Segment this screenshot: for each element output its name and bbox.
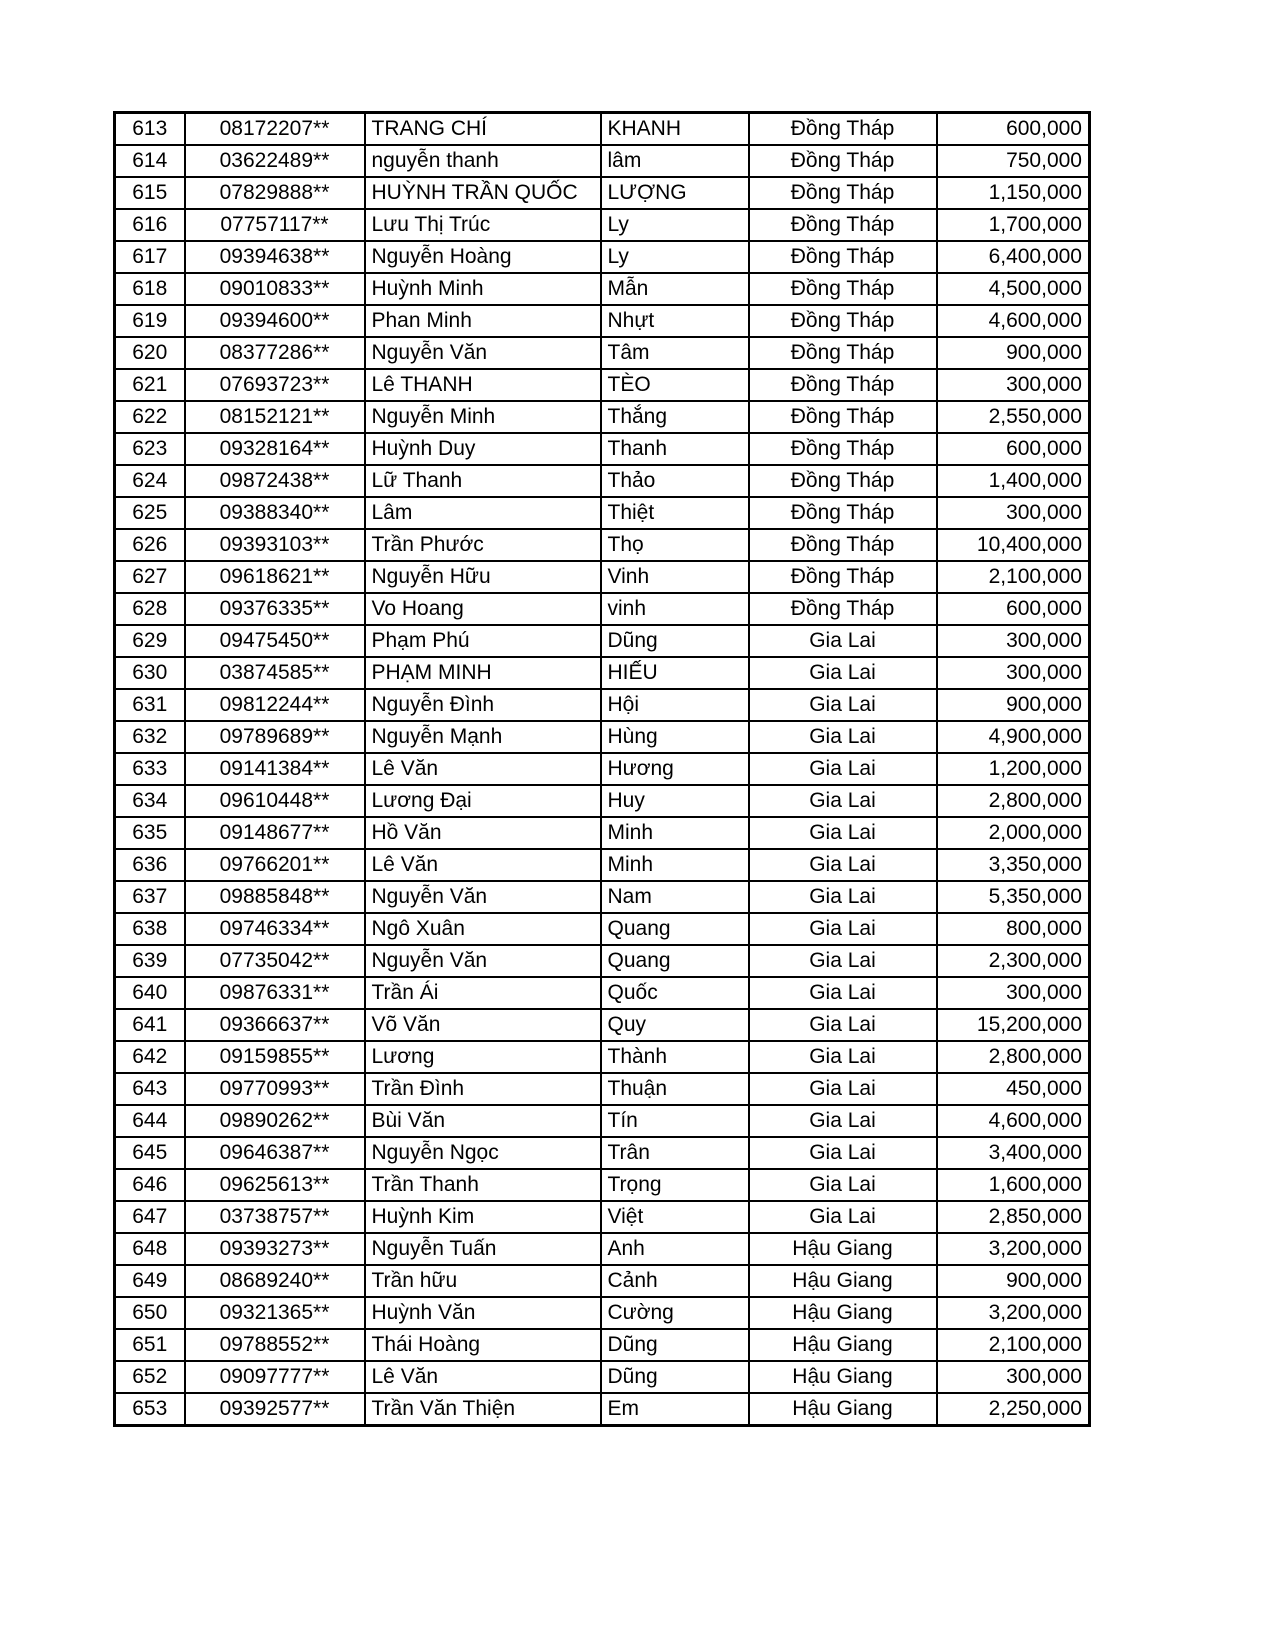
table-row (115, 401, 1090, 433)
given-name-cell: Hội (601, 689, 749, 721)
table-body (115, 113, 1090, 1426)
amount-cell: 2,850,000 (937, 1201, 1090, 1233)
given-name-cell: Thảo (601, 465, 749, 497)
table-row (115, 593, 1090, 625)
province-cell: Gia Lai (749, 1201, 937, 1233)
given-name-cell: Quy (601, 1009, 749, 1041)
family-middle-name-cell: Trần Văn Thiện (365, 1393, 601, 1426)
province-cell: Hậu Giang (749, 1329, 937, 1361)
row-index-cell: 632 (115, 721, 185, 753)
given-name-cell: HIẾU (601, 657, 749, 689)
province-cell: Gia Lai (749, 657, 937, 689)
table-row (115, 209, 1090, 241)
given-name-cell: Dũng (601, 625, 749, 657)
row-index-cell: 648 (115, 1233, 185, 1265)
family-middle-name-cell: Thái Hoàng (365, 1329, 601, 1361)
given-name-cell: Việt (601, 1201, 749, 1233)
phone-number-cell: 09393273** (185, 1233, 365, 1265)
amount-cell: 2,550,000 (937, 401, 1090, 433)
province-cell: Đồng Tháp (749, 113, 937, 146)
province-cell: Gia Lai (749, 945, 937, 977)
phone-number-cell: 09610448** (185, 785, 365, 817)
province-cell: Gia Lai (749, 913, 937, 945)
given-name-cell: Trân (601, 1137, 749, 1169)
given-name-cell: Tâm (601, 337, 749, 369)
family-middle-name-cell: Lâm (365, 497, 601, 529)
amount-cell: 300,000 (937, 1361, 1090, 1393)
given-name-cell: vinh (601, 593, 749, 625)
phone-number-cell: 08152121** (185, 401, 365, 433)
amount-cell: 2,800,000 (937, 1041, 1090, 1073)
amount-cell: 300,000 (937, 497, 1090, 529)
table-row (115, 753, 1090, 785)
table-row (115, 785, 1090, 817)
given-name-cell: Vinh (601, 561, 749, 593)
family-middle-name-cell: TRANG CHÍ (365, 113, 601, 146)
table-row (115, 273, 1090, 305)
row-index-cell: 649 (115, 1265, 185, 1297)
table-row (115, 433, 1090, 465)
family-middle-name-cell: Nguyễn Ngọc (365, 1137, 601, 1169)
row-index-cell: 634 (115, 785, 185, 817)
given-name-cell: Minh (601, 849, 749, 881)
amount-cell: 1,600,000 (937, 1169, 1090, 1201)
phone-number-cell: 09885848** (185, 881, 365, 913)
family-middle-name-cell: Phan Minh (365, 305, 601, 337)
given-name-cell: Thọ (601, 529, 749, 561)
family-middle-name-cell: Lương Đại (365, 785, 601, 817)
given-name-cell: Quang (601, 945, 749, 977)
amount-cell: 750,000 (937, 145, 1090, 177)
table-row (115, 721, 1090, 753)
family-middle-name-cell: nguyễn thanh (365, 145, 601, 177)
amount-cell: 15,200,000 (937, 1009, 1090, 1041)
phone-number-cell: 09392577** (185, 1393, 365, 1426)
phone-number-cell: 09789689** (185, 721, 365, 753)
amount-cell: 900,000 (937, 689, 1090, 721)
province-cell: Gia Lai (749, 689, 937, 721)
given-name-cell: Quang (601, 913, 749, 945)
province-cell: Đồng Tháp (749, 465, 937, 497)
province-cell: Gia Lai (749, 785, 937, 817)
phone-number-cell: 09394600** (185, 305, 365, 337)
province-cell: Đồng Tháp (749, 145, 937, 177)
family-middle-name-cell: Bùi Văn (365, 1105, 601, 1137)
family-middle-name-cell: Trần Đình (365, 1073, 601, 1105)
row-index-cell: 626 (115, 529, 185, 561)
table-row (115, 145, 1090, 177)
row-index-cell: 642 (115, 1041, 185, 1073)
table-row (115, 177, 1090, 209)
given-name-cell: Minh (601, 817, 749, 849)
family-middle-name-cell: Huỳnh Duy (365, 433, 601, 465)
family-middle-name-cell: Lữ Thanh (365, 465, 601, 497)
province-cell: Hậu Giang (749, 1393, 937, 1426)
province-cell: Đồng Tháp (749, 305, 937, 337)
province-cell: Đồng Tháp (749, 497, 937, 529)
phone-number-cell: 09646387** (185, 1137, 365, 1169)
province-cell: Đồng Tháp (749, 561, 937, 593)
given-name-cell: Thanh (601, 433, 749, 465)
table-row (115, 337, 1090, 369)
province-cell: Gia Lai (749, 1073, 937, 1105)
phone-number-cell: 09812244** (185, 689, 365, 721)
given-name-cell: Em (601, 1393, 749, 1426)
family-middle-name-cell: Nguyễn Minh (365, 401, 601, 433)
amount-cell: 600,000 (937, 113, 1090, 146)
phone-number-cell: 09141384** (185, 753, 365, 785)
row-index-cell: 619 (115, 305, 185, 337)
given-name-cell: KHANH (601, 113, 749, 146)
given-name-cell: LƯỢNG (601, 177, 749, 209)
row-index-cell: 628 (115, 593, 185, 625)
table-row (115, 977, 1090, 1009)
phone-number-cell: 09625613** (185, 1169, 365, 1201)
province-cell: Gia Lai (749, 817, 937, 849)
province-cell: Đồng Tháp (749, 177, 937, 209)
table-row (115, 1201, 1090, 1233)
amount-cell: 5,350,000 (937, 881, 1090, 913)
province-cell: Hậu Giang (749, 1233, 937, 1265)
province-cell: Đồng Tháp (749, 433, 937, 465)
table-row (115, 1329, 1090, 1361)
family-middle-name-cell: Lê Văn (365, 753, 601, 785)
given-name-cell: Huy (601, 785, 749, 817)
amount-cell: 450,000 (937, 1073, 1090, 1105)
province-cell: Đồng Tháp (749, 401, 937, 433)
row-index-cell: 622 (115, 401, 185, 433)
table-row (115, 1041, 1090, 1073)
phone-number-cell: 09010833** (185, 273, 365, 305)
province-cell: Gia Lai (749, 849, 937, 881)
family-middle-name-cell: Nguyễn Hữu (365, 561, 601, 593)
amount-cell: 10,400,000 (937, 529, 1090, 561)
province-cell: Đồng Tháp (749, 337, 937, 369)
province-cell: Đồng Tháp (749, 369, 937, 401)
province-cell: Gia Lai (749, 1105, 937, 1137)
row-index-cell: 614 (115, 145, 185, 177)
table-row (115, 113, 1090, 146)
phone-number-cell: 07757117** (185, 209, 365, 241)
given-name-cell: TÈO (601, 369, 749, 401)
given-name-cell: Dũng (601, 1361, 749, 1393)
row-index-cell: 637 (115, 881, 185, 913)
amount-cell: 4,900,000 (937, 721, 1090, 753)
province-cell: Hậu Giang (749, 1297, 937, 1329)
row-index-cell: 620 (115, 337, 185, 369)
amount-cell: 2,300,000 (937, 945, 1090, 977)
table-row (115, 849, 1090, 881)
row-index-cell: 641 (115, 1009, 185, 1041)
table-row (115, 817, 1090, 849)
phone-number-cell: 09876331** (185, 977, 365, 1009)
amount-cell: 300,000 (937, 657, 1090, 689)
row-index-cell: 640 (115, 977, 185, 1009)
phone-number-cell: 09394638** (185, 241, 365, 273)
given-name-cell: Thuận (601, 1073, 749, 1105)
phone-number-cell: 03738757** (185, 1201, 365, 1233)
family-middle-name-cell: Nguyễn Mạnh (365, 721, 601, 753)
province-cell: Gia Lai (749, 1169, 937, 1201)
family-middle-name-cell: Nguyễn Văn (365, 881, 601, 913)
table-row (115, 945, 1090, 977)
family-middle-name-cell: Lê THANH (365, 369, 601, 401)
family-middle-name-cell: Lê Văn (365, 1361, 601, 1393)
row-index-cell: 653 (115, 1393, 185, 1426)
province-cell: Đồng Tháp (749, 593, 937, 625)
amount-cell: 2,100,000 (937, 561, 1090, 593)
given-name-cell: Cảnh (601, 1265, 749, 1297)
amount-cell: 300,000 (937, 369, 1090, 401)
phone-number-cell: 09872438** (185, 465, 365, 497)
amount-cell: 900,000 (937, 1265, 1090, 1297)
family-middle-name-cell: Huỳnh Kim (365, 1201, 601, 1233)
row-index-cell: 613 (115, 113, 185, 146)
amount-cell: 1,700,000 (937, 209, 1090, 241)
phone-number-cell: 09770993** (185, 1073, 365, 1105)
amount-cell: 900,000 (937, 337, 1090, 369)
table-row (115, 1393, 1090, 1426)
given-name-cell: lâm (601, 145, 749, 177)
row-index-cell: 627 (115, 561, 185, 593)
family-middle-name-cell: Huỳnh Minh (365, 273, 601, 305)
province-cell: Gia Lai (749, 881, 937, 913)
table-row (115, 1137, 1090, 1169)
province-cell: Gia Lai (749, 753, 937, 785)
phone-number-cell: 09393103** (185, 529, 365, 561)
phone-number-cell: 09788552** (185, 1329, 365, 1361)
given-name-cell: Trọng (601, 1169, 749, 1201)
row-index-cell: 623 (115, 433, 185, 465)
amount-cell: 4,600,000 (937, 1105, 1090, 1137)
row-index-cell: 652 (115, 1361, 185, 1393)
given-name-cell: Mẫn (601, 273, 749, 305)
table-row (115, 529, 1090, 561)
family-middle-name-cell: Lê Văn (365, 849, 601, 881)
family-middle-name-cell: Phạm Phú (365, 625, 601, 657)
table-row (115, 305, 1090, 337)
province-cell: Gia Lai (749, 721, 937, 753)
amount-cell: 2,000,000 (937, 817, 1090, 849)
row-index-cell: 639 (115, 945, 185, 977)
phone-number-cell: 07735042** (185, 945, 365, 977)
given-name-cell: Ly (601, 209, 749, 241)
family-middle-name-cell: HUỲNH TRẦN QUỐC (365, 177, 601, 209)
province-cell: Gia Lai (749, 1009, 937, 1041)
amount-cell: 6,400,000 (937, 241, 1090, 273)
province-cell: Gia Lai (749, 1137, 937, 1169)
family-middle-name-cell: Huỳnh Văn (365, 1297, 601, 1329)
amount-cell: 4,500,000 (937, 273, 1090, 305)
given-name-cell: Thiệt (601, 497, 749, 529)
given-name-cell: Cường (601, 1297, 749, 1329)
table-row (115, 1169, 1090, 1201)
table-row (115, 1105, 1090, 1137)
amount-cell: 300,000 (937, 977, 1090, 1009)
phone-number-cell: 08689240** (185, 1265, 365, 1297)
phone-number-cell: 09328164** (185, 433, 365, 465)
family-middle-name-cell: Nguyễn Văn (365, 337, 601, 369)
given-name-cell: Hương (601, 753, 749, 785)
row-index-cell: 643 (115, 1073, 185, 1105)
table-row (115, 241, 1090, 273)
amount-cell: 300,000 (937, 625, 1090, 657)
province-cell: Gia Lai (749, 625, 937, 657)
family-middle-name-cell: Vo Hoang (365, 593, 601, 625)
amount-cell: 600,000 (937, 593, 1090, 625)
table-row (115, 497, 1090, 529)
row-index-cell: 651 (115, 1329, 185, 1361)
amount-cell: 600,000 (937, 433, 1090, 465)
province-cell: Gia Lai (749, 1041, 937, 1073)
family-middle-name-cell: Nguyễn Hoàng (365, 241, 601, 273)
recipient-table (113, 111, 1091, 1427)
family-middle-name-cell: PHẠM MINH (365, 657, 601, 689)
family-middle-name-cell: Trần Ái (365, 977, 601, 1009)
row-index-cell: 638 (115, 913, 185, 945)
row-index-cell: 615 (115, 177, 185, 209)
table-row (115, 1361, 1090, 1393)
family-middle-name-cell: Lưu Thị Trúc (365, 209, 601, 241)
given-name-cell: Tín (601, 1105, 749, 1137)
family-middle-name-cell: Nguyễn Đình (365, 689, 601, 721)
table-row (115, 1009, 1090, 1041)
row-index-cell: 631 (115, 689, 185, 721)
amount-cell: 1,400,000 (937, 465, 1090, 497)
phone-number-cell: 09321365** (185, 1297, 365, 1329)
table-row (115, 369, 1090, 401)
row-index-cell: 647 (115, 1201, 185, 1233)
phone-number-cell: 09890262** (185, 1105, 365, 1137)
given-name-cell: Anh (601, 1233, 749, 1265)
province-cell: Hậu Giang (749, 1265, 937, 1297)
province-cell: Đồng Tháp (749, 273, 937, 305)
family-middle-name-cell: Võ Văn (365, 1009, 601, 1041)
amount-cell: 2,250,000 (937, 1393, 1090, 1426)
table-row (115, 561, 1090, 593)
table-row (115, 881, 1090, 913)
family-middle-name-cell: Trần hữu (365, 1265, 601, 1297)
table-row (115, 465, 1090, 497)
row-index-cell: 629 (115, 625, 185, 657)
phone-number-cell: 08172207** (185, 113, 365, 146)
given-name-cell: Nhựt (601, 305, 749, 337)
row-index-cell: 645 (115, 1137, 185, 1169)
row-index-cell: 646 (115, 1169, 185, 1201)
province-cell: Đồng Tháp (749, 241, 937, 273)
given-name-cell: Thắng (601, 401, 749, 433)
phone-number-cell: 09159855** (185, 1041, 365, 1073)
amount-cell: 800,000 (937, 913, 1090, 945)
phone-number-cell: 09097777** (185, 1361, 365, 1393)
phone-number-cell: 09148677** (185, 817, 365, 849)
amount-cell: 2,100,000 (937, 1329, 1090, 1361)
phone-number-cell: 09475450** (185, 625, 365, 657)
province-cell: Gia Lai (749, 977, 937, 1009)
row-index-cell: 644 (115, 1105, 185, 1137)
phone-number-cell: 03874585** (185, 657, 365, 689)
phone-number-cell: 09618621** (185, 561, 365, 593)
row-index-cell: 650 (115, 1297, 185, 1329)
table-row (115, 1265, 1090, 1297)
province-cell: Đồng Tháp (749, 209, 937, 241)
amount-cell: 3,200,000 (937, 1233, 1090, 1265)
family-middle-name-cell: Trần Phước (365, 529, 601, 561)
family-middle-name-cell: Lương (365, 1041, 601, 1073)
row-index-cell: 635 (115, 817, 185, 849)
row-index-cell: 617 (115, 241, 185, 273)
family-middle-name-cell: Nguyễn Tuấn (365, 1233, 601, 1265)
family-middle-name-cell: Nguyễn Văn (365, 945, 601, 977)
row-index-cell: 621 (115, 369, 185, 401)
amount-cell: 3,400,000 (937, 1137, 1090, 1169)
amount-cell: 1,200,000 (937, 753, 1090, 785)
table-row (115, 689, 1090, 721)
phone-number-cell: 09766201** (185, 849, 365, 881)
row-index-cell: 618 (115, 273, 185, 305)
family-middle-name-cell: Hồ Văn (365, 817, 601, 849)
table-row (115, 1233, 1090, 1265)
amount-cell: 2,800,000 (937, 785, 1090, 817)
phone-number-cell: 07829888** (185, 177, 365, 209)
amount-cell: 4,600,000 (937, 305, 1090, 337)
phone-number-cell: 07693723** (185, 369, 365, 401)
table-row (115, 913, 1090, 945)
row-index-cell: 633 (115, 753, 185, 785)
amount-cell: 3,200,000 (937, 1297, 1090, 1329)
given-name-cell: Nam (601, 881, 749, 913)
row-index-cell: 624 (115, 465, 185, 497)
province-cell: Hậu Giang (749, 1361, 937, 1393)
province-cell: Đồng Tháp (749, 529, 937, 561)
family-middle-name-cell: Ngô Xuân (365, 913, 601, 945)
row-index-cell: 630 (115, 657, 185, 689)
phone-number-cell: 08377286** (185, 337, 365, 369)
row-index-cell: 616 (115, 209, 185, 241)
row-index-cell: 625 (115, 497, 185, 529)
phone-number-cell: 09388340** (185, 497, 365, 529)
given-name-cell: Ly (601, 241, 749, 273)
table-row (115, 1073, 1090, 1105)
table-row (115, 1297, 1090, 1329)
phone-number-cell: 09376335** (185, 593, 365, 625)
phone-number-cell: 09746334** (185, 913, 365, 945)
phone-number-cell: 09366637** (185, 1009, 365, 1041)
family-middle-name-cell: Trần Thanh (365, 1169, 601, 1201)
given-name-cell: Quốc (601, 977, 749, 1009)
table-row (115, 657, 1090, 689)
given-name-cell: Thành (601, 1041, 749, 1073)
phone-number-cell: 03622489** (185, 145, 365, 177)
row-index-cell: 636 (115, 849, 185, 881)
given-name-cell: Dũng (601, 1329, 749, 1361)
amount-cell: 1,150,000 (937, 177, 1090, 209)
given-name-cell: Hùng (601, 721, 749, 753)
table-row (115, 625, 1090, 657)
amount-cell: 3,350,000 (937, 849, 1090, 881)
